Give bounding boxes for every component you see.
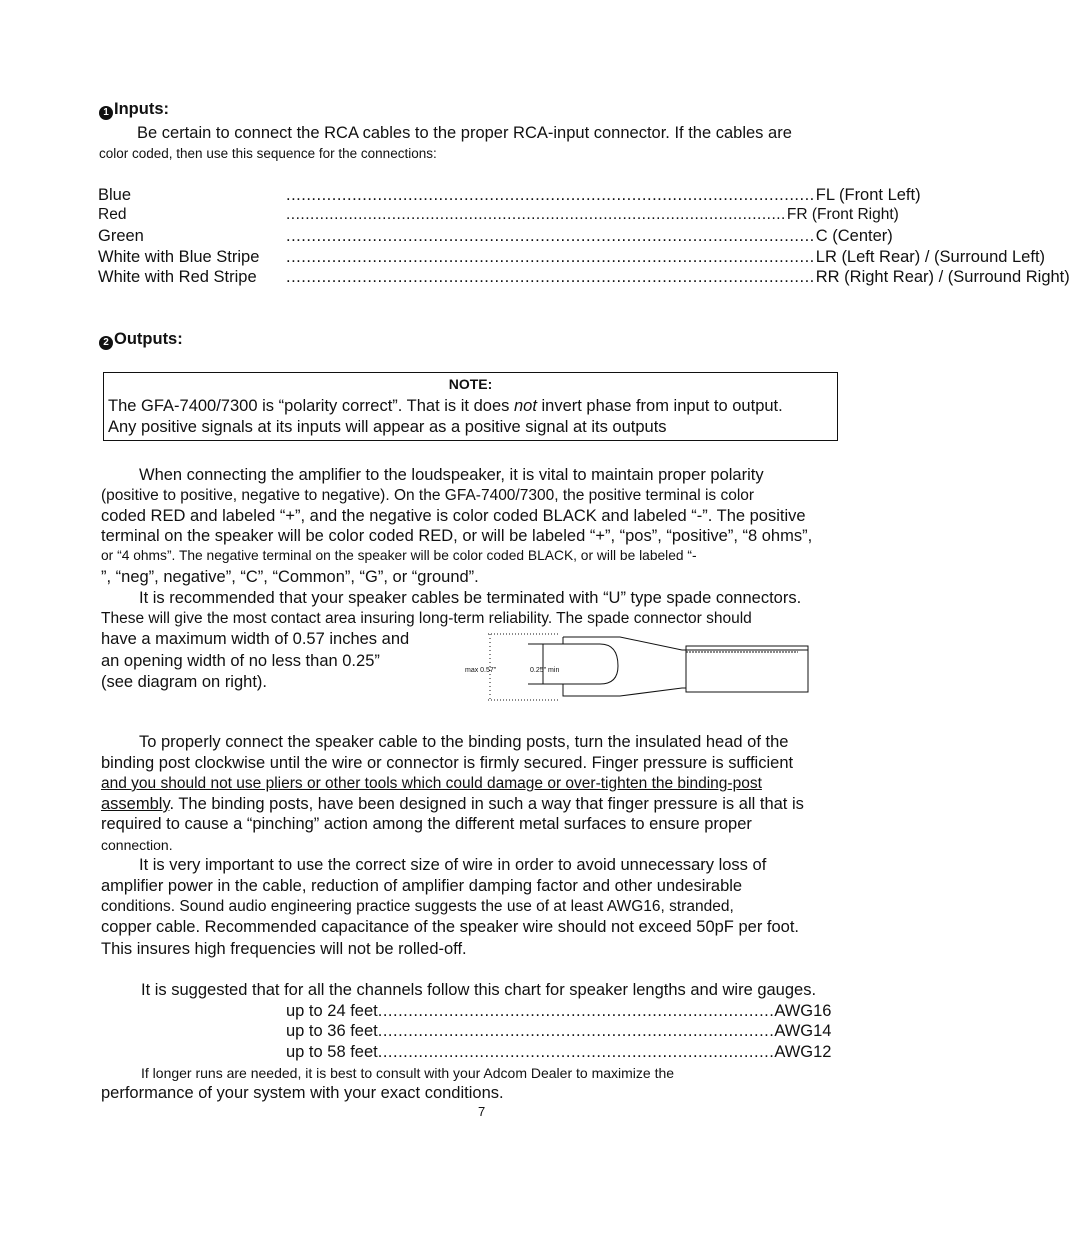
outputs-heading: 2 Outputs: bbox=[99, 330, 183, 350]
polarity-line: (positive to positive, negative to negative). On the GFA-7400/7300, the positive terminal is color bbox=[101, 487, 755, 504]
spade-line: have a maximum width of 0.57 inches and bbox=[101, 630, 410, 648]
inputs-text-line-1: Be certain to connect the RCA cables to the proper RCA-input connector. If the cables are bbox=[137, 124, 792, 142]
spade-line: an opening width of no less than 0.25” bbox=[101, 652, 380, 670]
leader-dots: ........................................................................................................ bbox=[286, 268, 815, 286]
wire-line: It is very important to use the correct size of wire in order to avoid unnecessary loss of bbox=[139, 856, 767, 874]
binding-line: To properly connect the speaker cable to the binding posts, turn the insulated head of the bbox=[139, 733, 789, 751]
binding-line: and you should not use pliers or other tools which could damage or over-tighten the binding-post bbox=[101, 775, 762, 792]
spade-line: These will give the most contact area insuring long-term reliability. The spade connector should bbox=[101, 610, 752, 627]
note-box bbox=[103, 372, 838, 441]
polarity-line: coded RED and labeled “+”, and the negative is color coded BLACK and labeled “-”. The positive bbox=[101, 507, 806, 525]
wire-line: conditions. Sound audio engineering practice suggests the use of at least AWG16, stranded, bbox=[101, 898, 734, 915]
leader-dots: .............................................................................. bbox=[377, 1002, 775, 1020]
min-opening-label: 0.25" min bbox=[530, 667, 560, 674]
mapping-row bbox=[98, 186, 921, 206]
page-number: 7 bbox=[478, 1104, 486, 1119]
mapping-value: RR (Right Rear) / (Surround Right) bbox=[815, 268, 1070, 286]
max-width-label: max 0.57" bbox=[465, 667, 497, 674]
leader-dots: .............................................................................. bbox=[377, 1043, 775, 1061]
note-title: NOTE: bbox=[448, 376, 493, 392]
leader-dots: .............................................................................. bbox=[377, 1022, 775, 1040]
mapping-value: FL (Front Left) bbox=[815, 186, 921, 204]
mapping-row bbox=[98, 227, 893, 247]
mapping-row bbox=[98, 248, 1046, 268]
binding-line: connection. bbox=[101, 837, 173, 853]
polarity-line: ”, “neg”, negative”, “C”, “Common”, “G”, or “ground”. bbox=[101, 568, 479, 586]
chart-intro: It is suggested that for all the channels follow this chart for speaker lengths and wire gauges. bbox=[141, 981, 817, 999]
leader-dots: ........................................................................................................ bbox=[286, 206, 786, 223]
gauge-row: up to 58 feet .............................................................................. AWG12 bbox=[286, 1043, 832, 1061]
mapping-label: Green bbox=[98, 227, 144, 245]
note-line-2: Any positive signals at its inputs will appear as a positive signal at its outputs bbox=[108, 418, 667, 436]
spade-connector-diagram bbox=[460, 630, 812, 702]
mapping-label: Blue bbox=[98, 186, 132, 204]
polarity-line: When connecting the amplifier to the loudspeaker, it is vital to maintain proper polarity bbox=[139, 466, 764, 484]
wire-line: amplifier power in the cable, reduction of amplifier damping factor and other undesirable bbox=[101, 877, 743, 895]
number-2-badge-icon: 2 bbox=[99, 336, 113, 350]
spade-line: It is recommended that your speaker cables be terminated with “U” type spade connectors. bbox=[139, 589, 802, 607]
wire-line: This insures high frequencies will not be rolled-off. bbox=[101, 940, 467, 958]
wire-line: copper cable. Recommended capacitance of the speaker wire should not exceed 50pF per foot. bbox=[101, 918, 800, 936]
spade-line: (see diagram on right). bbox=[101, 673, 267, 691]
mapping-label: White with Red Stripe bbox=[98, 268, 257, 286]
gauge-row: up to 24 feet .............................................................................. AWG16 bbox=[286, 1002, 832, 1020]
closing-line: If longer runs are needed, it is best to consult with your Adcom Dealer to maximize the bbox=[141, 1065, 675, 1081]
inputs-heading: 1 Inputs: bbox=[99, 100, 169, 120]
binding-line: assembly. The binding posts, have been designed in such a way that finger pressure is all that is bbox=[101, 795, 804, 813]
leader-dots: ........................................................................................................ bbox=[286, 227, 815, 245]
mapping-value: LR (Left Rear) / (Surround Left) bbox=[815, 248, 1046, 266]
mapping-row bbox=[98, 268, 1070, 288]
mapping-label: White with Blue Stripe bbox=[98, 248, 260, 266]
mapping-row bbox=[98, 206, 899, 226]
mapping-value: FR (Front Right) bbox=[786, 206, 899, 223]
inputs-text-line-2: color coded, then use this sequence for the connections: bbox=[99, 146, 437, 161]
leader-dots: ........................................................................................................ bbox=[286, 186, 815, 204]
note-line-1: The GFA-7400/7300 is “polarity correct”. That is it does not invert phase from input to output. bbox=[108, 397, 783, 415]
number-1-badge-icon: 1 bbox=[99, 106, 113, 120]
mapping-value: C (Center) bbox=[815, 227, 893, 245]
leader-dots: ........................................................................................................ bbox=[286, 248, 815, 266]
mapping-label: Red bbox=[98, 206, 127, 223]
binding-line: required to cause a “pinching” action among the different metal surfaces to ensure proper bbox=[101, 815, 752, 833]
polarity-line: or “4 ohms”. The negative terminal on the speaker will be color coded BLACK, or will be labeled “- bbox=[101, 548, 697, 563]
closing-line: performance of your system with your exact conditions. bbox=[101, 1084, 504, 1102]
polarity-line: terminal on the speaker will be color coded RED, or will be labeled “+”, “pos”, “positive”, “8 ohms”, bbox=[101, 527, 813, 545]
gauge-row: up to 36 feet .............................................................................. AWG14 bbox=[286, 1022, 832, 1040]
binding-line: binding post clockwise until the wire or connector is firmly secured. Finger pressure is sufficient bbox=[101, 754, 794, 772]
